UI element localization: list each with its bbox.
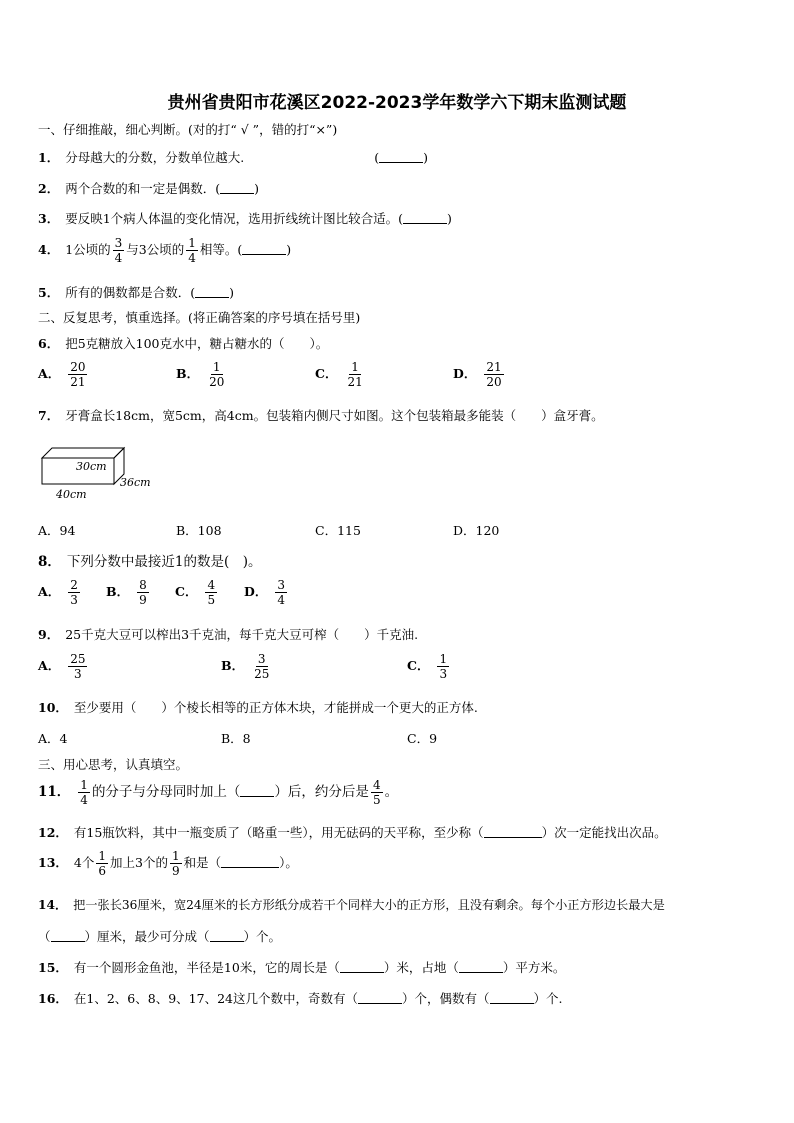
answer-blank[interactable] — [484, 825, 542, 838]
question-text: 和是（ — [183, 855, 222, 870]
question-text: 相等。( — [199, 242, 243, 257]
answer-blank[interactable] — [242, 242, 286, 255]
paren-close: ) — [254, 181, 259, 196]
question-text: 有一个圆形金鱼池，半径是10米，它的周长是（ — [73, 960, 340, 975]
fraction: $\frac{2}{3}$ — [70, 578, 78, 607]
question-12 — [38, 823, 667, 841]
question-text: 与3公顷的 — [126, 242, 185, 257]
option-b[interactable]: B．108 — [176, 523, 222, 538]
question-text: ）后，约分后是 — [274, 784, 369, 800]
option-c[interactable]: C．9 — [407, 731, 438, 746]
question-14-cont — [38, 927, 281, 945]
paren-close: ) — [447, 211, 452, 226]
question-number: 11． — [38, 784, 71, 800]
question-text: 有15瓶饮料，其中一瓶变质了（略重一些），用无砝码的天平称，至少称（ — [73, 825, 484, 840]
question-number: 2． — [38, 181, 60, 196]
question-number: 14． — [38, 898, 68, 912]
question-number: 10． — [38, 700, 68, 715]
fraction: $\frac{21}{20}$ — [486, 360, 502, 389]
question-text: 1公顷的 — [65, 242, 111, 257]
answer-blank[interactable] — [459, 960, 503, 973]
question-number: 7． — [38, 408, 60, 423]
question-number: 1． — [38, 150, 60, 165]
question-9 — [38, 625, 418, 643]
fraction: $\frac{1}{9}$ — [171, 849, 180, 878]
option-d[interactable]: D． $\frac{3}{4}$ — [244, 578, 285, 607]
fraction: $\frac{3}{25}$ — [254, 652, 270, 681]
section-1-heading: 一、仔细推敲，细心判断。(对的打“ √ ”，错的打“×”) — [38, 122, 338, 137]
option-c[interactable]: C． $\frac{1}{3}$ — [407, 652, 448, 681]
fraction: $\frac{1}{20}$ — [209, 360, 225, 389]
box-diagram — [38, 440, 168, 510]
question-text: 把5克糖放入100克水中，糖占糖水的（ ）。 — [65, 336, 329, 351]
paren-close: ) — [286, 242, 292, 257]
question-text: ）。 — [279, 855, 298, 870]
height-label: 36cm — [120, 476, 151, 489]
question-text: 4个 — [73, 855, 95, 870]
question-number: 6． — [38, 336, 60, 351]
fraction: $\frac{4}{5}$ — [207, 578, 216, 607]
paren-open: ( — [374, 150, 380, 165]
option-b[interactable]: B． $\frac{8}{9}$ — [106, 578, 147, 607]
option-d[interactable]: D．120 — [453, 523, 500, 538]
question-text: 至少要用（ ）个棱长相等的正方体木块，才能拼成一个更大的正方体. — [73, 700, 478, 715]
question-text: （ — [38, 929, 51, 944]
question-16 — [38, 989, 562, 1007]
fraction: $\frac{25}{3}$ — [70, 652, 86, 681]
question-text: ）个，偶数有（ — [401, 991, 490, 1006]
question-text: 25千克大豆可以榨出3千克油，每千克大豆可榨（ ）千克油. — [65, 627, 419, 642]
question-6 — [38, 334, 328, 352]
question-text: 把一张长36厘米，宽24厘米的长方形纸分成若干个同样大小的正方形，且没有剩余。每个小正方形边长最大是 — [73, 898, 665, 912]
question-text: 下列分数中最接近1的数是( )。 — [66, 554, 262, 570]
question-text: ）厘米，最少可分成（ — [84, 929, 210, 944]
answer-blank[interactable] — [51, 929, 85, 942]
option-b[interactable]: B． $\frac{1}{20}$ — [176, 360, 225, 389]
question-number: 4． — [38, 242, 60, 257]
question-text: ）米，占地（ — [383, 960, 459, 975]
answer-blank[interactable] — [195, 285, 229, 298]
answer-blank[interactable] — [220, 181, 254, 194]
question-2 — [38, 179, 259, 197]
question-text: 牙膏盒长18cm，宽5cm，高4cm。包装箱内侧尺寸如图。这个包装箱最多能装（ ）盒牙膏。 — [65, 408, 604, 423]
fraction: $\frac{1}{4}$ — [188, 236, 196, 265]
question-13 — [38, 849, 298, 878]
fraction: $\frac{20}{21}$ — [70, 360, 86, 389]
option-a[interactable]: A． $\frac{20}{21}$ — [38, 360, 86, 389]
fraction: $\frac{4}{5}$ — [372, 778, 381, 807]
option-a[interactable]: A．94 — [38, 523, 76, 538]
length-label: 40cm — [56, 488, 87, 501]
option-d[interactable]: D． $\frac{21}{20}$ — [453, 360, 502, 389]
question-number: 16． — [38, 991, 68, 1006]
question-text: 要反映1个病人体温的变化情况，选用折线统计图比较合适。( — [65, 211, 404, 226]
question-text: 所有的偶数都是合数．( — [65, 285, 196, 300]
option-c[interactable]: C．115 — [315, 523, 361, 538]
question-4 — [38, 236, 291, 265]
question-number: 5． — [38, 285, 60, 300]
question-10 — [38, 698, 478, 716]
fraction: $\frac{1}{3}$ — [439, 652, 448, 681]
answer-blank[interactable] — [210, 929, 244, 942]
paren-close: ) — [423, 150, 428, 165]
question-1 — [38, 148, 428, 166]
page-title: 贵州省贵阳市花溪区2022-2023学年数学六下期末监测试题 — [167, 93, 627, 113]
question-3 — [38, 209, 452, 227]
section-3-heading: 三、用心思考，认真填空。 — [38, 757, 189, 772]
option-c[interactable]: C． $\frac{1}{21}$ — [315, 360, 363, 389]
question-number: 3． — [38, 211, 60, 226]
question-text: ）次一定能找出次品。 — [541, 825, 667, 840]
question-number: 8． — [38, 554, 61, 570]
question-text: ）个。 — [243, 929, 282, 944]
question-number: 12． — [38, 825, 68, 840]
answer-blank[interactable] — [358, 991, 402, 1004]
answer-blank[interactable] — [403, 211, 447, 224]
fraction: $\frac{3}{4}$ — [114, 236, 123, 265]
fraction: $\frac{1}{21}$ — [347, 360, 363, 389]
fraction: $\frac{1}{6}$ — [98, 849, 106, 878]
question-text: ）个. — [533, 991, 563, 1006]
fraction: $\frac{8}{9}$ — [139, 578, 147, 607]
question-15 — [38, 958, 565, 976]
option-b[interactable]: B．8 — [221, 731, 251, 746]
question-number: 15． — [38, 960, 68, 975]
fraction: $\frac{3}{4}$ — [277, 578, 285, 607]
question-text: 在1、2、6、8、9、17、24这几个数中，奇数有（ — [73, 991, 358, 1006]
option-a[interactable]: A． $\frac{2}{3}$ — [38, 578, 78, 607]
answer-blank[interactable] — [379, 150, 423, 163]
paren-close: ) — [229, 285, 234, 300]
question-text: 的分子与分母同时加上（ — [91, 784, 241, 800]
question-text: 加上3个的 — [110, 855, 168, 870]
question-number: 9． — [38, 627, 60, 642]
answer-blank[interactable] — [221, 855, 279, 868]
answer-blank[interactable] — [340, 960, 384, 973]
question-text: 分母越大的分数，分数单位越大. — [65, 150, 245, 165]
question-number: 13． — [38, 855, 68, 870]
question-8 — [38, 550, 262, 570]
question-7 — [38, 406, 604, 424]
question-text: ）平方米。 — [502, 960, 566, 975]
answer-blank[interactable] — [490, 991, 534, 1004]
width-label: 30cm — [76, 460, 107, 473]
section-2-heading: 二、反复思考，慎重选择。(将正确答案的序号填在括号里) — [38, 310, 361, 325]
question-text: 两个合数的和一定是偶数．( — [65, 181, 221, 196]
option-a[interactable]: A． $\frac{25}{3}$ — [38, 652, 86, 681]
question-11 — [38, 778, 398, 807]
option-c[interactable]: C． $\frac{4}{5}$ — [175, 578, 216, 607]
question-text: 。 — [384, 784, 399, 800]
question-5 — [38, 283, 234, 301]
option-b[interactable]: B． $\frac{3}{25}$ — [221, 652, 270, 681]
answer-blank[interactable] — [240, 784, 274, 797]
question-14 — [38, 896, 665, 913]
option-a[interactable]: A．4 — [38, 731, 68, 746]
fraction: $\frac{1}{4}$ — [80, 778, 88, 807]
